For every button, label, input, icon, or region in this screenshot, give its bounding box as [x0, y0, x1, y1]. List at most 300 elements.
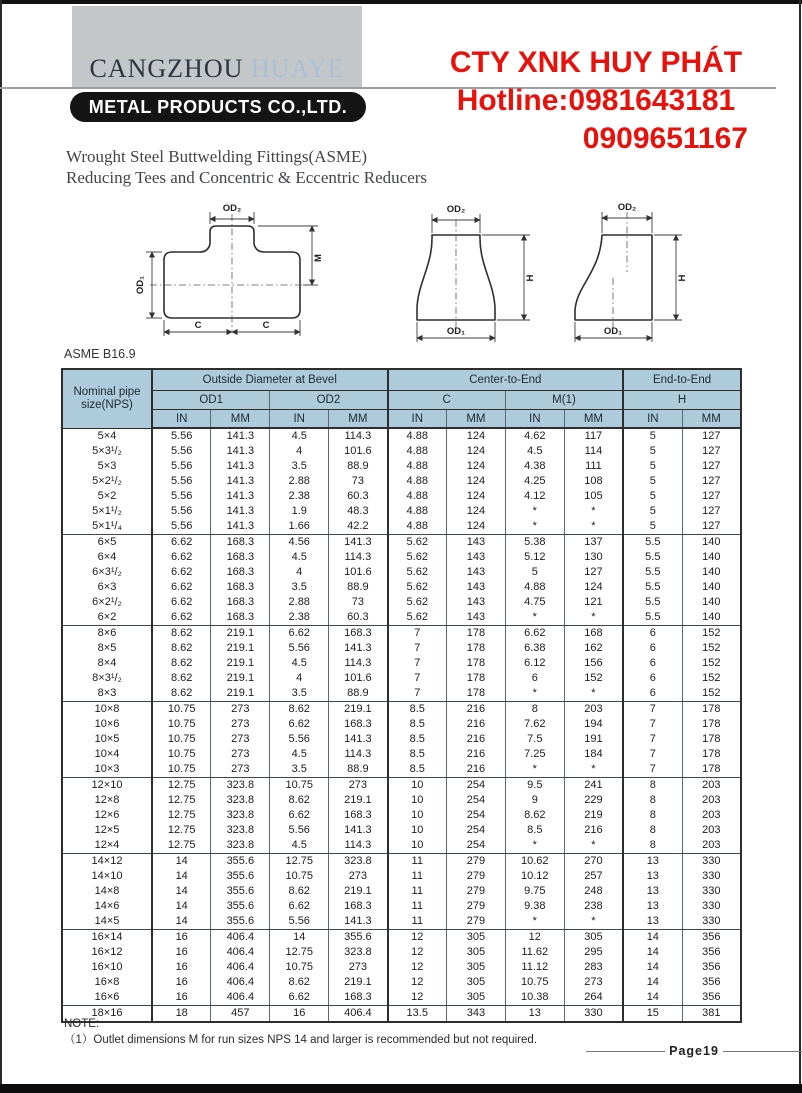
value-cell: 127: [682, 444, 741, 459]
value-cell: 127: [682, 428, 741, 444]
value-cell: 8.5: [388, 717, 447, 732]
value-cell: 355.6: [211, 869, 270, 884]
value-cell: 114.3: [329, 747, 388, 762]
value-cell: 323.8: [329, 945, 388, 960]
value-cell: 141.3: [211, 428, 270, 444]
hotline-number-2: 0909651167: [582, 122, 748, 155]
value-cell: 203: [682, 808, 741, 823]
hotline-number-1: Hotline:0981643181: [456, 84, 736, 117]
value-cell: 6.62: [152, 550, 211, 565]
value-cell: 6.62: [152, 580, 211, 595]
table-row: [62, 489, 741, 504]
value-cell: 5: [505, 565, 564, 580]
value-cell: 8.5: [388, 747, 447, 762]
value-cell: 178: [446, 641, 505, 656]
dimension-header: M(1): [505, 391, 623, 410]
value-cell: 101.6: [329, 565, 388, 580]
column-group-header: Center-to-End: [388, 369, 624, 391]
table-row: [62, 504, 741, 519]
bottom-border-bar: [0, 1084, 802, 1093]
value-cell: 168.3: [211, 595, 270, 610]
nps-cell: 14×6: [62, 899, 152, 914]
value-cell: *: [505, 519, 564, 535]
value-cell: 10.62: [505, 854, 564, 870]
value-cell: 152: [564, 671, 623, 686]
value-cell: 6.62: [270, 626, 329, 642]
value-cell: 330: [682, 869, 741, 884]
value-cell: 219.1: [211, 626, 270, 642]
value-cell: 406.4: [211, 975, 270, 990]
value-cell: 305: [446, 975, 505, 990]
value-cell: 73: [329, 474, 388, 489]
unit-header: MM: [329, 410, 388, 429]
value-cell: 178: [446, 626, 505, 642]
value-cell: 216: [446, 717, 505, 732]
value-cell: 216: [446, 762, 505, 778]
unit-header: MM: [446, 410, 505, 429]
value-cell: 124: [446, 504, 505, 519]
value-cell: 8.5: [388, 702, 447, 718]
tee-od1-label: OD₁: [135, 275, 146, 295]
value-cell: *: [505, 838, 564, 854]
value-cell: 152: [682, 671, 741, 686]
value-cell: 6.62: [270, 717, 329, 732]
title-line1: Wrought Steel Buttwelding Fittings(ASME): [66, 147, 368, 166]
value-cell: 6.62: [152, 595, 211, 610]
value-cell: 273: [329, 778, 388, 794]
nps-cell: 16×12: [62, 945, 152, 960]
table-row: [62, 778, 741, 794]
value-cell: 5.38: [505, 535, 564, 551]
value-cell: 4.88: [388, 474, 447, 489]
value-cell: 141.3: [329, 641, 388, 656]
value-cell: 5.62: [388, 535, 447, 551]
value-cell: 140: [682, 565, 741, 580]
value-cell: 6: [505, 671, 564, 686]
value-cell: *: [564, 686, 623, 702]
value-cell: 323.8: [211, 823, 270, 838]
nps-cell: 12×5: [62, 823, 152, 838]
value-cell: 6.62: [152, 535, 211, 551]
value-cell: 323.8: [329, 854, 388, 870]
value-cell: 2.38: [270, 489, 329, 504]
value-cell: 16: [152, 975, 211, 990]
table-row: [62, 686, 741, 702]
header-row-units: [62, 410, 741, 429]
value-cell: 12: [388, 990, 447, 1006]
value-cell: 219.1: [211, 656, 270, 671]
value-cell: 2.88: [270, 595, 329, 610]
value-cell: 11.12: [505, 960, 564, 975]
value-cell: 8: [505, 702, 564, 718]
value-cell: 8.5: [388, 762, 447, 778]
value-cell: 141.3: [329, 732, 388, 747]
value-cell: 14: [623, 960, 682, 975]
top-border-bar: [0, 0, 802, 4]
nps-cell: 5×2¹/₂: [62, 474, 152, 489]
value-cell: 6.62: [152, 610, 211, 626]
table-row: [62, 990, 741, 1006]
page-title: [66, 146, 427, 188]
value-cell: 12: [388, 975, 447, 990]
value-cell: 5: [623, 519, 682, 535]
value-cell: 14: [152, 914, 211, 930]
value-cell: 356: [682, 960, 741, 975]
value-cell: 8.62: [505, 808, 564, 823]
value-cell: 11: [388, 869, 447, 884]
value-cell: 5.62: [388, 610, 447, 626]
table-row: [62, 914, 741, 930]
value-cell: 168.3: [211, 535, 270, 551]
header-row-groups: [62, 369, 741, 391]
value-cell: 216: [446, 702, 505, 718]
value-cell: 5.56: [270, 914, 329, 930]
nps-cell: 12×4: [62, 838, 152, 854]
value-cell: 5.62: [388, 580, 447, 595]
value-cell: 273: [564, 975, 623, 990]
value-cell: 2.38: [270, 610, 329, 626]
nps-cell: 10×6: [62, 717, 152, 732]
value-cell: 273: [211, 762, 270, 778]
nps-cell: 12×6: [62, 808, 152, 823]
value-cell: 10.75: [270, 778, 329, 794]
value-cell: 6.38: [505, 641, 564, 656]
value-cell: 14: [623, 975, 682, 990]
value-cell: 42.2: [329, 519, 388, 535]
value-cell: 5: [623, 428, 682, 444]
value-cell: 12: [388, 930, 447, 946]
value-cell: 14: [152, 899, 211, 914]
value-cell: 12: [388, 945, 447, 960]
value-cell: 11: [388, 914, 447, 930]
tee-m-label: M: [313, 254, 324, 262]
value-cell: 5.56: [152, 444, 211, 459]
value-cell: 406.4: [211, 945, 270, 960]
value-cell: 406.4: [211, 930, 270, 946]
value-cell: 323.8: [211, 793, 270, 808]
value-cell: 141.3: [211, 444, 270, 459]
value-cell: 9.5: [505, 778, 564, 794]
table-row: [62, 519, 741, 535]
value-cell: 114.3: [329, 656, 388, 671]
nps-cell: 6×3: [62, 580, 152, 595]
value-cell: 273: [211, 747, 270, 762]
value-cell: 7: [388, 686, 447, 702]
value-cell: 140: [682, 580, 741, 595]
value-cell: 143: [446, 595, 505, 610]
tee-c-label-left: C: [194, 320, 202, 331]
value-cell: 140: [682, 610, 741, 626]
value-cell: 10.38: [505, 990, 564, 1006]
value-cell: 168.3: [329, 626, 388, 642]
value-cell: 15: [623, 1006, 682, 1023]
note-title: NOTE:: [64, 1018, 100, 1030]
value-cell: 219.1: [329, 975, 388, 990]
value-cell: 3.5: [270, 762, 329, 778]
value-cell: 121: [564, 595, 623, 610]
value-cell: 6.62: [270, 808, 329, 823]
value-cell: 16: [270, 1006, 329, 1023]
value-cell: 4.5: [270, 747, 329, 762]
value-cell: 406.4: [211, 990, 270, 1006]
value-cell: 8.62: [270, 793, 329, 808]
value-cell: 238: [564, 899, 623, 914]
value-cell: 130: [564, 550, 623, 565]
value-cell: 73: [329, 595, 388, 610]
reducing-tee-diagram: [135, 203, 324, 336]
value-cell: 124: [446, 519, 505, 535]
value-cell: 3.5: [270, 686, 329, 702]
value-cell: 5.62: [388, 595, 447, 610]
value-cell: 152: [682, 686, 741, 702]
value-cell: 406.4: [211, 960, 270, 975]
table-row: [62, 854, 741, 870]
value-cell: 6.62: [270, 990, 329, 1006]
value-cell: *: [505, 914, 564, 930]
value-cell: 5.62: [388, 550, 447, 565]
value-cell: 305: [446, 990, 505, 1006]
table-row: [62, 702, 741, 718]
value-cell: 114: [564, 444, 623, 459]
value-cell: 168.3: [211, 565, 270, 580]
value-cell: *: [505, 686, 564, 702]
value-cell: 7: [623, 717, 682, 732]
nps-cell: 16×10: [62, 960, 152, 975]
value-cell: 13: [505, 1006, 564, 1023]
value-cell: 273: [329, 869, 388, 884]
value-cell: 156: [564, 656, 623, 671]
value-cell: 143: [446, 565, 505, 580]
value-cell: 279: [446, 899, 505, 914]
table-row: [62, 884, 741, 899]
nps-cell: 5×1¹/₂: [62, 504, 152, 519]
value-cell: 6.62: [270, 899, 329, 914]
nps-cell: 8×6: [62, 626, 152, 642]
value-cell: 13: [623, 914, 682, 930]
value-cell: 168.3: [329, 990, 388, 1006]
value-cell: 8.5: [505, 823, 564, 838]
nps-cell: 18×16: [62, 1006, 152, 1023]
value-cell: *: [564, 838, 623, 854]
value-cell: 7: [623, 702, 682, 718]
value-cell: 5.5: [623, 535, 682, 551]
value-cell: 10: [388, 808, 447, 823]
distributor-name: CTY XNK HUY PHÁT: [449, 46, 743, 79]
value-cell: 178: [682, 732, 741, 747]
value-cell: 8: [623, 778, 682, 794]
nps-cell: 16×8: [62, 975, 152, 990]
value-cell: 141.3: [329, 914, 388, 930]
nps-cell: 12×10: [62, 778, 152, 794]
value-cell: 355.6: [211, 899, 270, 914]
nps-cell: 14×5: [62, 914, 152, 930]
value-cell: 178: [446, 656, 505, 671]
value-cell: 203: [682, 838, 741, 854]
value-cell: 141.3: [211, 489, 270, 504]
tee-od2-label: OD₂: [222, 203, 242, 214]
value-cell: 178: [446, 671, 505, 686]
company-name: [90, 54, 345, 88]
value-cell: 4.88: [388, 489, 447, 504]
value-cell: 141.3: [329, 535, 388, 551]
table-row: [62, 565, 741, 580]
value-cell: 16: [152, 960, 211, 975]
table-row: [62, 459, 741, 474]
table-row: [62, 535, 741, 551]
value-cell: 60.3: [329, 610, 388, 626]
value-cell: 4.56: [270, 535, 329, 551]
value-cell: 406.4: [329, 1006, 388, 1023]
value-cell: *: [505, 610, 564, 626]
value-cell: 5: [623, 444, 682, 459]
company-logo-box: [72, 6, 362, 88]
value-cell: 4.25: [505, 474, 564, 489]
value-cell: 323.8: [211, 838, 270, 854]
table-row: [62, 610, 741, 626]
nps-cell: 5×3: [62, 459, 152, 474]
value-cell: 5.56: [270, 732, 329, 747]
eccentric-od2-label: OD₂: [617, 202, 637, 213]
nps-cell: 5×1¹/₄: [62, 519, 152, 535]
nps-cell: 6×5: [62, 535, 152, 551]
table-row: [62, 793, 741, 808]
value-cell: 16: [152, 990, 211, 1006]
value-cell: 14: [152, 884, 211, 899]
unit-header: IN: [623, 410, 682, 429]
value-cell: 168.3: [329, 717, 388, 732]
nps-cell: 14×8: [62, 884, 152, 899]
table-row: [62, 838, 741, 854]
value-cell: 14: [152, 854, 211, 870]
nps-cell: 8×3¹/₂: [62, 671, 152, 686]
value-cell: 88.9: [329, 459, 388, 474]
value-cell: 108: [564, 474, 623, 489]
table-row: [62, 930, 741, 946]
nps-cell: 10×4: [62, 747, 152, 762]
value-cell: 279: [446, 854, 505, 870]
value-cell: 124: [564, 580, 623, 595]
value-cell: 5.56: [270, 641, 329, 656]
value-cell: 117: [564, 428, 623, 444]
nps-cell: 8×3: [62, 686, 152, 702]
company-subtitle-pill: METAL PRODUCTS CO.,LTD.: [70, 92, 366, 122]
value-cell: 184: [564, 747, 623, 762]
value-cell: 10.75: [270, 960, 329, 975]
value-cell: 219.1: [211, 686, 270, 702]
value-cell: 12.75: [152, 793, 211, 808]
value-cell: 10.75: [152, 702, 211, 718]
value-cell: 168: [564, 626, 623, 642]
value-cell: 381: [682, 1006, 741, 1023]
value-cell: 191: [564, 732, 623, 747]
value-cell: 343: [446, 1006, 505, 1023]
value-cell: 330: [564, 1006, 623, 1023]
value-cell: 5: [623, 474, 682, 489]
value-cell: 6: [623, 626, 682, 642]
value-cell: 88.9: [329, 762, 388, 778]
value-cell: 273: [211, 717, 270, 732]
unit-header: MM: [211, 410, 270, 429]
value-cell: 8.62: [152, 626, 211, 642]
value-cell: 5.56: [152, 459, 211, 474]
value-cell: 305: [446, 960, 505, 975]
value-cell: 279: [446, 869, 505, 884]
value-cell: 178: [682, 717, 741, 732]
table-row: [62, 808, 741, 823]
value-cell: 12: [388, 960, 447, 975]
value-cell: 9.75: [505, 884, 564, 899]
value-cell: 7: [388, 671, 447, 686]
value-cell: 279: [446, 914, 505, 930]
value-cell: 143: [446, 610, 505, 626]
value-cell: 140: [682, 550, 741, 565]
value-cell: 356: [682, 930, 741, 946]
unit-header: IN: [505, 410, 564, 429]
eccentric-reducer-diagram: [575, 202, 688, 342]
value-cell: 7: [623, 747, 682, 762]
value-cell: 8.62: [270, 975, 329, 990]
page-number-rule-left: [586, 1051, 665, 1052]
value-cell: 114.3: [329, 428, 388, 444]
value-cell: 12.75: [152, 838, 211, 854]
nps-cell: 6×2: [62, 610, 152, 626]
concentric-h-label: H: [525, 274, 536, 282]
value-cell: 13: [623, 884, 682, 899]
value-cell: 137: [564, 535, 623, 551]
value-cell: 12.75: [152, 778, 211, 794]
table-row: [62, 580, 741, 595]
value-cell: 330: [682, 899, 741, 914]
table-row: [62, 474, 741, 489]
value-cell: 141.3: [329, 823, 388, 838]
unit-header: IN: [388, 410, 447, 429]
value-cell: 10: [388, 823, 447, 838]
company-name-part1: CANGZHOU: [89, 54, 244, 83]
nps-cell: 10×5: [62, 732, 152, 747]
value-cell: 355.6: [211, 914, 270, 930]
nps-cell: 5×2: [62, 489, 152, 504]
value-cell: *: [564, 914, 623, 930]
concentric-od1-label: OD₁: [446, 326, 466, 337]
value-cell: 60.3: [329, 489, 388, 504]
value-cell: 8.5: [388, 732, 447, 747]
value-cell: 219.1: [211, 641, 270, 656]
value-cell: 5.5: [623, 580, 682, 595]
nps-cell: 14×10: [62, 869, 152, 884]
concentric-od2-label: OD₂: [446, 204, 466, 215]
unit-header: MM: [682, 410, 741, 429]
value-cell: 356: [682, 990, 741, 1006]
nps-cell: 10×8: [62, 702, 152, 718]
value-cell: 4.5: [505, 444, 564, 459]
value-cell: 7: [623, 762, 682, 778]
value-cell: 1.9: [270, 504, 329, 519]
value-cell: 7: [388, 626, 447, 642]
nps-column-header: Nominal pipe size(NPS): [62, 369, 152, 428]
value-cell: 141.3: [211, 474, 270, 489]
value-cell: 5.5: [623, 610, 682, 626]
value-cell: 152: [682, 626, 741, 642]
table-row: [62, 717, 741, 732]
value-cell: *: [564, 504, 623, 519]
value-cell: 13.5: [388, 1006, 447, 1023]
value-cell: 16: [152, 945, 211, 960]
value-cell: 4.75: [505, 595, 564, 610]
value-cell: 5.56: [152, 428, 211, 444]
value-cell: 7.5: [505, 732, 564, 747]
value-cell: 127: [682, 474, 741, 489]
right-border: [799, 0, 801, 1086]
